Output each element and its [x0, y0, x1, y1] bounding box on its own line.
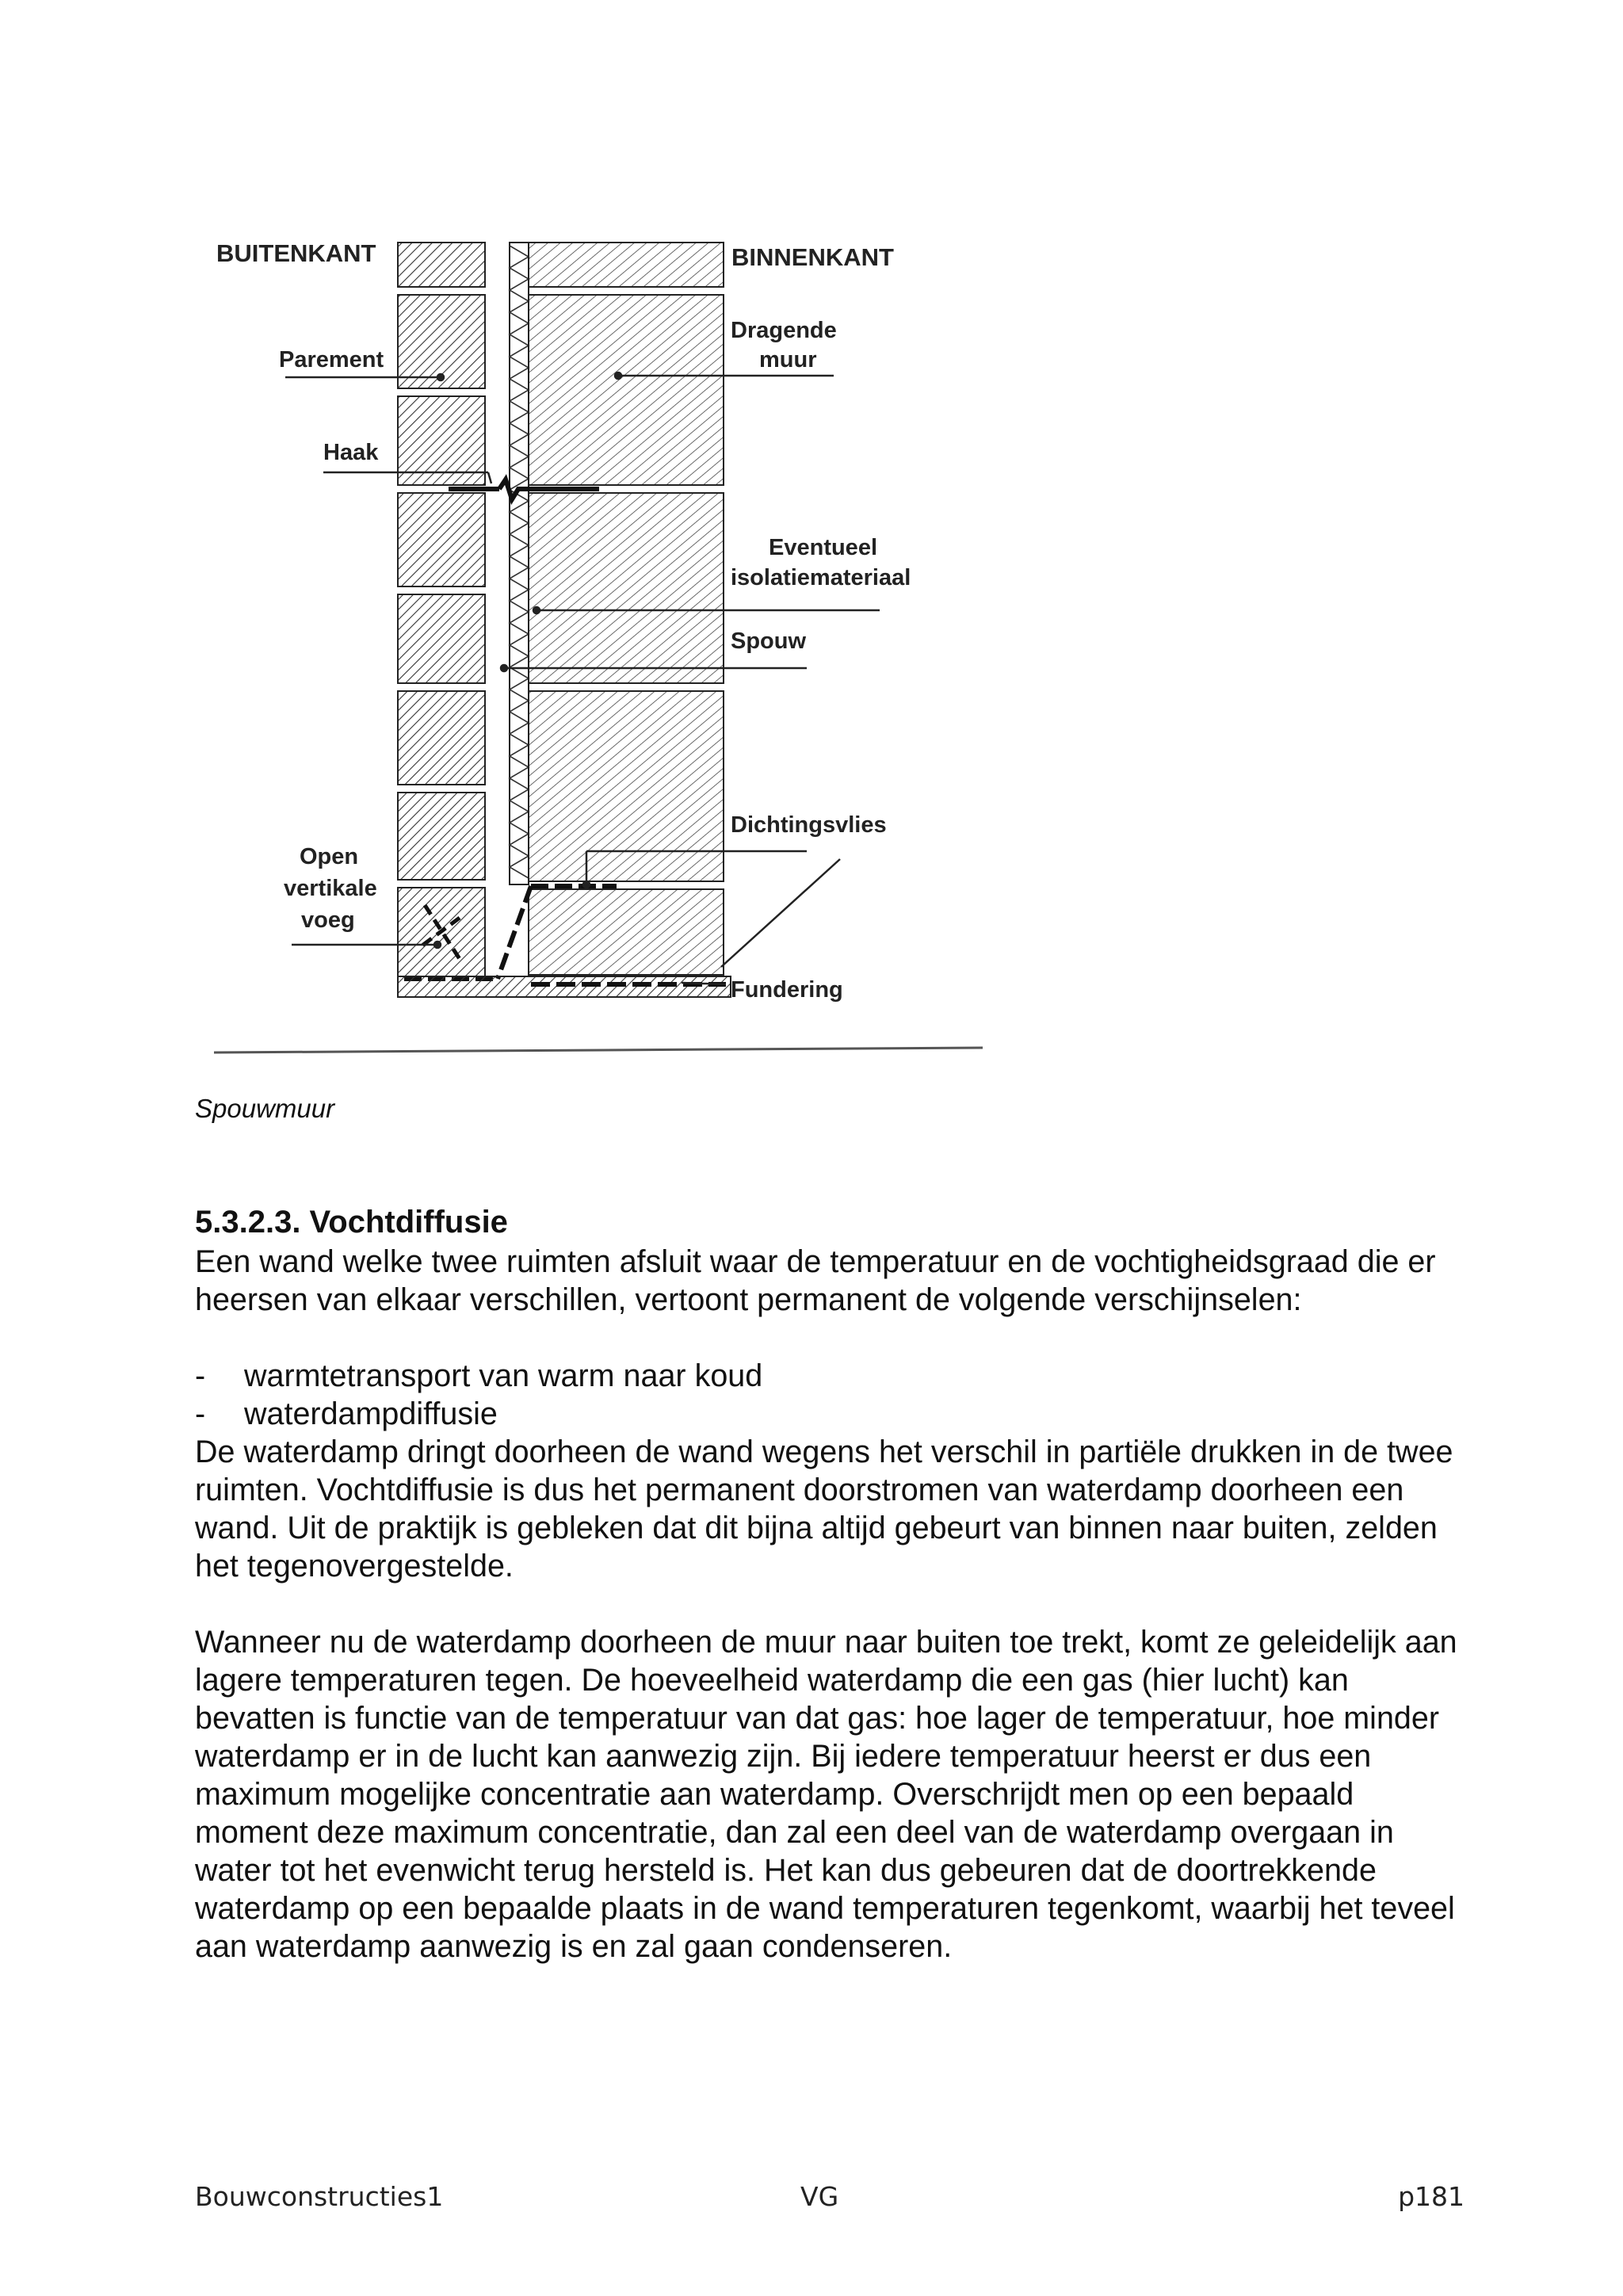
label-binnenkant: BINNENKANT [731, 243, 894, 271]
spouwmuur-diagram [190, 222, 999, 1078]
label-eventueel-2: isolatiemateriaal [731, 565, 911, 590]
label-parement: Parement [279, 347, 384, 372]
label-eventueel-1: Eventueel [769, 535, 877, 560]
bullet-text: waterdampdiffusie [244, 1396, 498, 1431]
diagram-svg [190, 222, 999, 1078]
label-fundering: Fundering [731, 977, 843, 1003]
label-spouw: Spouw [731, 628, 807, 654]
footer-page-number: p181 [1398, 2181, 1465, 2212]
figure-caption: Spouwmuur [195, 1094, 335, 1123]
label-open-3: voeg [301, 907, 355, 933]
insulation-strip [510, 243, 529, 884]
footer-course: Bouwconstructies1 [195, 2181, 444, 2212]
label-dichtingsvlies: Dichtingsvlies [731, 812, 887, 838]
label-haak: Haak [323, 440, 379, 465]
footer-author: VG [800, 2181, 839, 2212]
list-item [195, 1357, 762, 1395]
list-item [195, 1395, 762, 1433]
bullet-marker: - [195, 1396, 206, 1431]
diffusion-paragraph: De waterdamp dringt doorheen de wand wegens het verschil in partiële drukken in de twee ruimten. Vochtdiffusie is dus het permanent doorstromen van waterdamp doorheen een wand. Uit de praktijk is gebleken dat dit bijna altijd gebeurt van binnen naar buiten, zelden het tegenovergestelde. [195, 1435, 1453, 1584]
foundation [398, 976, 731, 997]
section-heading: 5.3.2.3. Vochtdiffusie [195, 1205, 508, 1240]
ground-line [214, 1048, 983, 1052]
intro-paragraph: Een wand welke twee ruimten afsluit waar de temperatuur en de vochtigheidsgraad die er heersen van elkaar verschillen, vertoont permanent de volgende verschijnselen: [195, 1244, 1436, 1317]
outer-leaf [398, 243, 485, 976]
label-open-1: Open [300, 844, 359, 869]
label-dragende-2: muur [759, 347, 817, 372]
label-dragende-1: Dragende [731, 318, 837, 343]
condensation-paragraph: Wanneer nu de waterdamp doorheen de muur naar buiten toe trekt, komt ze geleidelijk aan lagere temperaturen tegen. De hoeveelheid waterdamp die een gas (hier lucht) kan bevatten is functie van de temperatuur van dat gas: hoe lager de temperatuur, hoe minder waterdamp er in de lucht kan aanwezig zijn. Bij iedere temperatuur heerst er dus een maximum mogelijke concentratie aan waterdamp. Overschrijdt men op een bepaald moment deze maximum concentratie, dan zal een deel van de waterdamp overgaan in water tot het evenwicht terug hersteld is. Het kan dus gebeuren dat de doortrekkende waterdamp op een bepaalde plaats in de wand temperaturen tegenkomt, waarbij het teveel aan waterdamp aanwezig is en zal gaan condenseren. [195, 1625, 1457, 1964]
bullet-list [195, 1357, 762, 1433]
bullet-text: warmtetransport van warm naar koud [244, 1358, 763, 1393]
bullet-marker: - [195, 1358, 206, 1393]
label-buitenkant: BUITENKANT [216, 239, 376, 267]
inner-wall [529, 243, 724, 975]
label-open-2: vertikale [284, 876, 377, 901]
